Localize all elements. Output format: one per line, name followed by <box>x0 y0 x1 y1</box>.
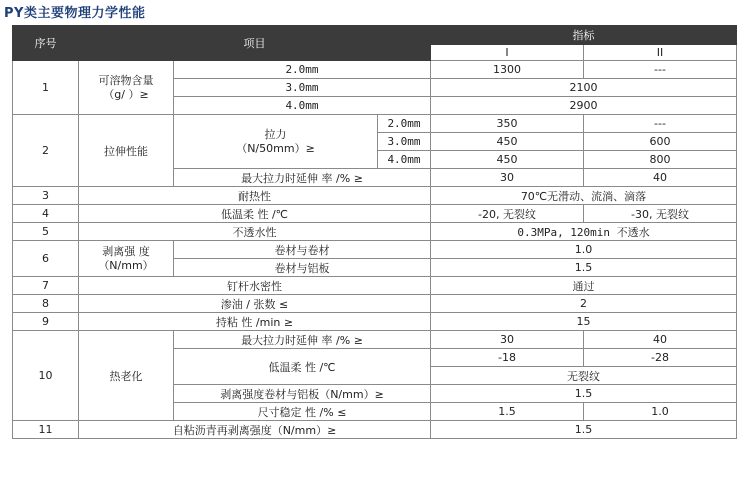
table-row <box>13 313 737 331</box>
value-cell: -20, 无裂纹 <box>431 205 584 223</box>
table-row <box>13 277 737 295</box>
thickness: 4.0mm <box>378 151 431 169</box>
value-cell: 800 <box>584 151 737 169</box>
row-label: 热老化 <box>79 331 174 421</box>
row-no: 5 <box>13 223 79 241</box>
sub-item: 低温柔 性 /℃ <box>174 349 431 385</box>
row-no: 2 <box>13 115 79 187</box>
value-cell: --- <box>584 115 737 133</box>
page-title: PY类主要物理力学性能 <box>4 6 146 21</box>
table-row <box>13 241 737 259</box>
value-cell: 30 <box>431 331 584 349</box>
sub-item <box>174 115 378 169</box>
sub-item: 3.0mm <box>174 79 431 97</box>
row-label: 耐热性 <box>79 187 431 205</box>
header-item: 项目 <box>79 26 431 61</box>
header-row <box>13 26 737 45</box>
label-line: 可溶物含量 <box>98 73 154 87</box>
value-cell: 600 <box>584 133 737 151</box>
value-cell: --- <box>584 61 737 79</box>
value-cell: 1.5 <box>431 259 737 277</box>
row-label: 低温柔 性 /℃ <box>79 205 431 223</box>
header-grade-1: I <box>431 45 584 61</box>
value-cell: 450 <box>431 151 584 169</box>
sub-item: 最大拉力时延伸 率 /% ≥ <box>174 331 431 349</box>
value-cell: 2 <box>431 295 737 313</box>
row-label: 渗油 / 张数 ≤ <box>79 295 431 313</box>
label-line: 剥离强 度 <box>102 244 150 258</box>
label-line: （N/50mm）≥ <box>236 141 315 155</box>
value-cell: 通过 <box>431 277 737 295</box>
sub-item: 2.0mm <box>174 61 431 79</box>
header-no: 序号 <box>13 26 79 61</box>
row-label: 钉杆水密性 <box>79 277 431 295</box>
label-line: 拉力 <box>264 127 287 141</box>
row-no: 4 <box>13 205 79 223</box>
sub-item: 尺寸稳定 性 /% ≤ <box>174 403 431 421</box>
value-cell: 1.0 <box>584 403 737 421</box>
value-cell: 450 <box>431 133 584 151</box>
value-cell: 1.5 <box>431 421 737 439</box>
thickness: 2.0mm <box>378 115 431 133</box>
row-no: 8 <box>13 295 79 313</box>
value-cell: 2100 <box>431 79 737 97</box>
table-row <box>13 205 737 223</box>
row-label: 自粘沥青再剥离强度（N/mm）≥ <box>79 421 431 439</box>
value-cell: 2900 <box>431 97 737 115</box>
row-no: 10 <box>13 331 79 421</box>
value-cell: 1300 <box>431 61 584 79</box>
row-no: 9 <box>13 313 79 331</box>
label-line: （g/ ）≥ <box>103 87 149 101</box>
value-cell: 1.5 <box>431 385 737 403</box>
row-no: 7 <box>13 277 79 295</box>
sub-item: 剥离强度卷材与铝板（N/mm）≥ <box>174 385 431 403</box>
value-cell: 70℃无滑动、流淌、滴落 <box>431 187 737 205</box>
value-cell: 30 <box>431 169 584 187</box>
row-label: 持粘 性 /min ≥ <box>79 313 431 331</box>
sub-item: 4.0mm <box>174 97 431 115</box>
label-line: （N/mm） <box>98 258 154 272</box>
row-label: 不透水性 <box>79 223 431 241</box>
row-no: 11 <box>13 421 79 439</box>
value-cell: 40 <box>584 169 737 187</box>
row-label <box>79 61 174 115</box>
row-no: 1 <box>13 61 79 115</box>
table-row <box>13 61 737 79</box>
row-no: 6 <box>13 241 79 277</box>
value-cell: 1.0 <box>431 241 737 259</box>
table-row <box>13 295 737 313</box>
sub-item: 卷材与卷材 <box>174 241 431 259</box>
row-label: 拉伸性能 <box>79 115 174 187</box>
properties-table <box>12 25 737 439</box>
thickness: 3.0mm <box>378 133 431 151</box>
sub-item: 卷材与铝板 <box>174 259 431 277</box>
header-index: 指标 <box>431 26 737 45</box>
table-row <box>13 187 737 205</box>
value-cell: 1.5 <box>431 403 584 421</box>
value-cell: -28 <box>584 349 737 367</box>
row-no: 3 <box>13 187 79 205</box>
value-cell: 0.3MPa, 120min 不透水 <box>431 223 737 241</box>
header-grade-2: II <box>584 45 737 61</box>
value-cell: 40 <box>584 331 737 349</box>
table-row <box>13 421 737 439</box>
value-cell: 15 <box>431 313 737 331</box>
value-cell: -30, 无裂纹 <box>584 205 737 223</box>
row-label <box>79 241 174 277</box>
value-cell: 350 <box>431 115 584 133</box>
table-row <box>13 331 737 349</box>
value-cell: -18 <box>431 349 584 367</box>
table-row <box>13 115 737 133</box>
value-cell: 无裂纹 <box>431 367 737 385</box>
sub-item: 最大拉力时延伸 率 /% ≥ <box>174 169 431 187</box>
table-row <box>13 223 737 241</box>
